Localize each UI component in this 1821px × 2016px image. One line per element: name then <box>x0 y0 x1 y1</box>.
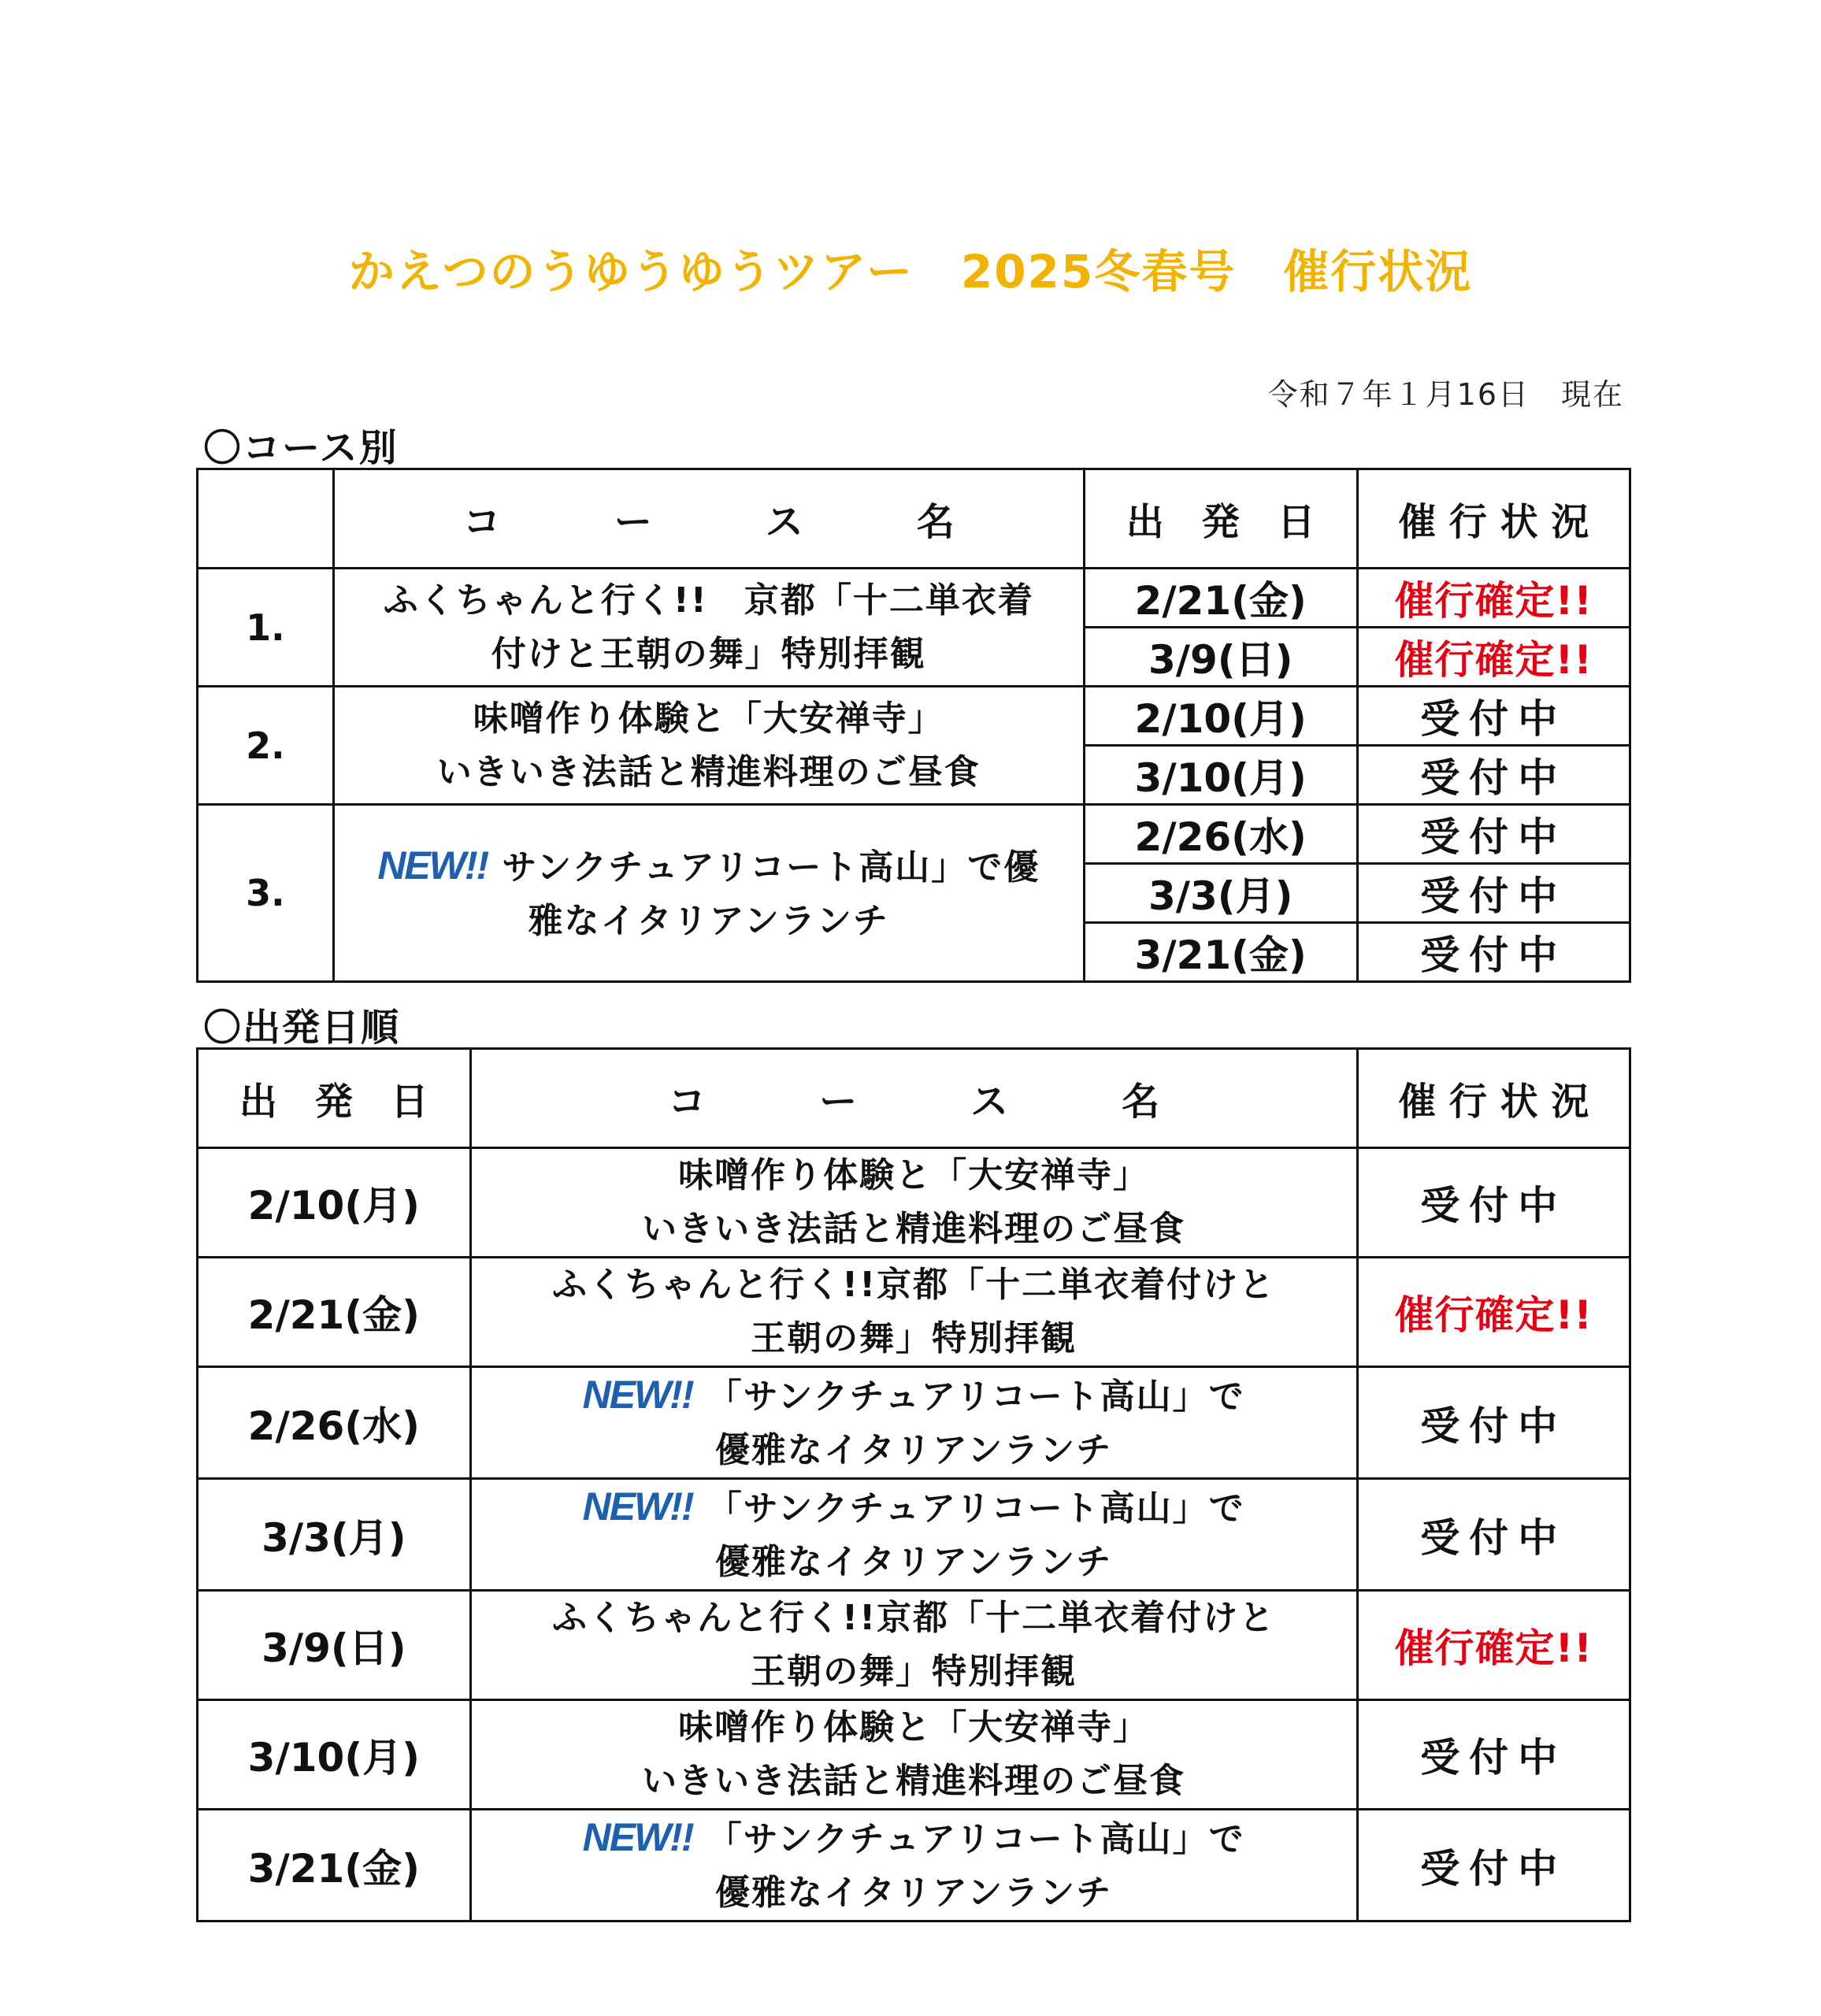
course-name-cell <box>470 1700 1357 1810</box>
status-accepting: 受付中 <box>1357 1700 1630 1810</box>
course-name-line1 <box>472 1592 1356 1645</box>
status-confirmed: 催行確定!! <box>1357 569 1630 628</box>
status-confirmed: 催行確定!! <box>1357 1258 1630 1367</box>
course-name-line2: いきいき法話と精進料理のご昼食 <box>642 1209 1186 1249</box>
course-table <box>196 468 1631 983</box>
course-name-text: 味噌作り体験と「大安禅寺」 <box>678 1155 1150 1195</box>
departure-date: 2/10(月) <box>198 1148 471 1258</box>
departure-row <box>198 1148 1630 1258</box>
departure-row <box>198 1258 1630 1367</box>
course-name-text: 味噌作り体験と「大安禅寺」 <box>473 698 944 739</box>
course-name-line1 <box>335 692 1083 746</box>
course-name-text: サンクチュアリコート高山」で優 <box>502 847 1040 888</box>
course-name-line1 <box>472 1258 1356 1312</box>
header-course-name: コ ー ス 名 <box>333 469 1084 569</box>
course-name-text: 「サンクチュアリコート高山」で <box>707 1819 1245 1859</box>
course-name-text: 味噌作り体験と「大安禅寺」 <box>678 1707 1150 1747</box>
status-accepting: 受付中 <box>1357 687 1630 746</box>
departure-date: 3/21(金) <box>1084 923 1357 982</box>
departure-date: 3/9(日) <box>1084 628 1357 687</box>
course-name-line2: 優雅なイタリアンランチ <box>715 1542 1113 1582</box>
course-number: 1. <box>198 569 334 687</box>
status-accepting: 受付中 <box>1357 923 1630 982</box>
course-name-cell <box>470 1810 1357 1922</box>
status-accepting: 受付中 <box>1357 1367 1630 1479</box>
status-accepting: 受付中 <box>1357 864 1630 923</box>
course-name-line2: 付けと王朝の舞」特別拝観 <box>491 633 926 674</box>
course-name-line2: 雅なイタリアンランチ <box>528 900 889 941</box>
course-name-line1 <box>472 1701 1356 1755</box>
departure-date: 2/26(水) <box>198 1367 471 1479</box>
new-badge: NEW!! <box>582 1373 693 1417</box>
course-name-cell <box>470 1367 1357 1479</box>
course-name-line2: 王朝の舞」特別拝観 <box>751 1651 1077 1692</box>
departure-date: 3/21(金) <box>198 1810 471 1922</box>
departure-date: 2/21(金) <box>198 1258 471 1367</box>
course-name-cell <box>333 805 1084 982</box>
section-by-course-heading: 〇コース別 <box>203 426 399 470</box>
course-name-line1 <box>335 839 1083 895</box>
course-name-text: ふくちゃんと行く!!京都「十二単衣着付けと <box>552 1265 1276 1305</box>
header-status: 催 行 状 況 <box>1357 469 1630 569</box>
header-departure-date: 出 発 日 <box>1084 469 1357 569</box>
section-by-date-heading: 〇出発日順 <box>203 1006 401 1050</box>
status-confirmed: 催行確定!! <box>1357 1591 1630 1700</box>
course-departure-row <box>198 805 1630 864</box>
course-number: 3. <box>198 805 334 982</box>
departure-date: 3/9(日) <box>198 1591 471 1700</box>
course-table-header <box>198 469 1630 569</box>
course-name-line1 <box>472 1149 1356 1203</box>
course-name-line2: 王朝の舞」特別拝観 <box>751 1318 1077 1358</box>
departure-date: 2/21(金) <box>1084 569 1357 628</box>
status-accepting: 受付中 <box>1357 1148 1630 1258</box>
course-name-cell <box>470 1258 1357 1367</box>
header-course-name: コ ー ス 名 <box>470 1049 1357 1148</box>
course-name-line2: 優雅なイタリアンランチ <box>715 1430 1113 1470</box>
departure-date: 3/3(月) <box>1084 864 1357 923</box>
departure-date: 2/10(月) <box>1084 687 1357 746</box>
course-name-line2: 優雅なイタリアンランチ <box>715 1873 1113 1913</box>
course-name-line1 <box>472 1368 1356 1424</box>
departure-date: 3/10(月) <box>198 1700 471 1810</box>
departure-date: 3/3(月) <box>198 1479 471 1591</box>
header-departure-date: 出 発 日 <box>198 1049 471 1148</box>
departure-date: 2/26(水) <box>1084 805 1357 864</box>
course-name-line2: いきいき法話と精進料理のご昼食 <box>436 751 981 792</box>
departure-table-header <box>198 1049 1630 1148</box>
status-accepting: 受付中 <box>1357 746 1630 805</box>
course-name-text: ふくちゃんと行く!! 京都「十二単衣着 <box>383 580 1034 621</box>
departure-row <box>198 1700 1630 1810</box>
course-name-text: 「サンクチュアリコート高山」で <box>707 1488 1245 1529</box>
course-name-cell <box>470 1148 1357 1258</box>
course-name-cell <box>333 687 1084 805</box>
departure-row <box>198 1367 1630 1479</box>
new-badge: NEW!! <box>582 1484 693 1529</box>
departure-row <box>198 1591 1630 1700</box>
header-status: 催 行 状 況 <box>1357 1049 1630 1148</box>
course-departure-row <box>198 569 1630 628</box>
status-accepting: 受付中 <box>1357 1479 1630 1591</box>
course-name-cell <box>333 569 1084 687</box>
course-number: 2. <box>198 687 334 805</box>
course-name-line1 <box>472 1480 1356 1536</box>
course-name-text: ふくちゃんと行く!!京都「十二単衣着付けと <box>552 1598 1276 1638</box>
departure-row <box>198 1479 1630 1591</box>
course-name-line1 <box>335 574 1083 628</box>
status-accepting: 受付中 <box>1357 805 1630 864</box>
status-accepting: 受付中 <box>1357 1810 1630 1922</box>
page-title: かえつのうゆうゆうツアー 2025冬春号 催行状況 <box>348 245 1473 298</box>
course-departure-row <box>198 687 1630 746</box>
departure-date: 3/10(月) <box>1084 746 1357 805</box>
departure-table <box>196 1047 1631 1922</box>
course-name-text: 「サンクチュアリコート高山」で <box>707 1377 1245 1417</box>
as-of-date: 令和７年１月16日 現在 <box>1267 377 1624 412</box>
new-badge: NEW!! <box>377 843 488 888</box>
status-confirmed: 催行確定!! <box>1357 628 1630 687</box>
header-no <box>198 469 334 569</box>
course-name-cell <box>470 1479 1357 1591</box>
course-name-cell <box>470 1591 1357 1700</box>
course-name-line1 <box>472 1810 1356 1866</box>
departure-row <box>198 1810 1630 1922</box>
new-badge: NEW!! <box>582 1815 693 1859</box>
course-name-line2: いきいき法話と精進料理のご昼食 <box>642 1761 1186 1801</box>
